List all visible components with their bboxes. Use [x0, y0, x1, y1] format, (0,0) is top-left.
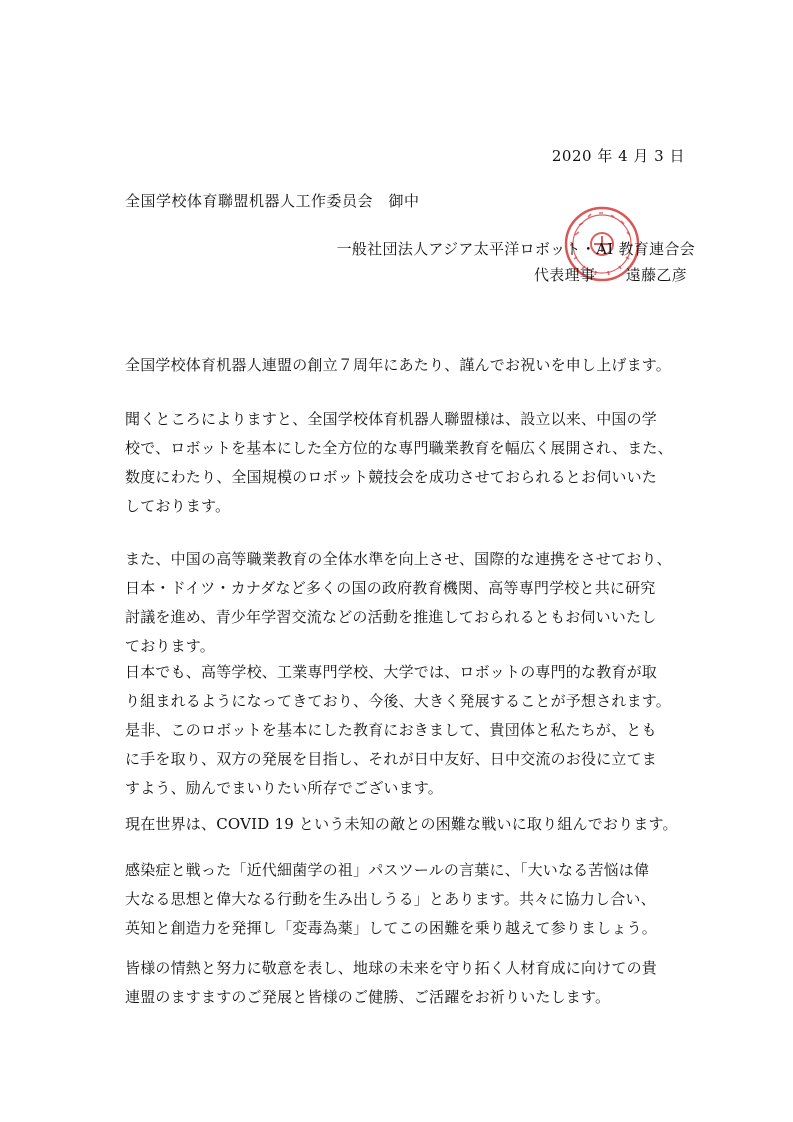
paragraph-7: [125, 954, 695, 1012]
text-line: 大なる思想と偉大なる行動を生み出しうる」とあります。共々に協力し合い、: [125, 890, 656, 908]
paragraph-1: [125, 351, 695, 380]
text-line: すよう、励んでまいりたい所存でございます。: [125, 779, 444, 797]
text-line: 聞くところによりますと、全国学校体育机器人聯盟様は、設立以来、中国の学: [125, 410, 658, 428]
text-line: 皆様の情熱と努力に敬意を表し、地球の未来を守り拓く人材育成に向けての貴: [125, 959, 658, 977]
text-line: 感染症と戦った「近代細菌学の祖」パスツールの言葉に、「大いなる苦悩は偉: [125, 861, 650, 879]
text-line: 英知と創造力を発揮し「変毒為薬」してこの困難を乗り越えて参りましょう。: [125, 919, 658, 937]
recipient-line: 全国学校体育聯盟机器人工作委员会 御中: [125, 192, 420, 210]
text-line: 校で、ロボットを基本にした全方位的な専門職業教育を幅広く展開され、また、: [125, 439, 673, 457]
text-line: 日本・ドイツ・カナダなど多くの国の政府教育機関、高等専門学校と共に研究: [125, 579, 656, 597]
paragraph-6: [125, 856, 695, 943]
paragraph-3: [125, 545, 695, 661]
text-line: 是非、このロボットを基本にした教育におきまして、貴団体と私たちが、とも: [125, 721, 657, 739]
sender-organization: 一般社団法人アジア太平洋ロボット・AI 教育連合会: [336, 240, 695, 258]
text-line: 全国学校体育机器人連盟の創立７周年にあたり、謹んでお祝いを申し上げます。: [125, 356, 672, 374]
text-line: また、中国の高等職業教育の全体水準を向上させ、国際的な連携をさせており、: [125, 550, 672, 568]
text-line: り組まれるようになってきており、今後、大きく発展することが予想されます。: [125, 692, 672, 710]
letter-date: 2020 年 4 月 3 日: [551, 147, 685, 165]
text-line: 日本でも、高等学校、工業専門学校、大学では、ロボットの専門的な教育が取: [125, 663, 658, 681]
paragraph-5: [125, 810, 695, 839]
paragraph-4: [125, 658, 695, 803]
text-line: に手を取り、双方の発展を目指し、それが日中友好、日中交流のお役に立てま: [125, 750, 658, 768]
text-line: 討議を進め、青少年学習交流などの活動を推進しておられるともお伺いいたし: [125, 608, 657, 626]
text-line: 現在世界は、COVID 19 という未知の敵との困難な戦いに取り組んでおります。: [125, 815, 678, 833]
sender-representative: 代表理事 遠藤乙彦: [533, 266, 687, 284]
paragraph-2: [125, 405, 695, 521]
text-line: 連盟のますますのご発展と皆様のご健勝、ご活躍をお祈りいたします。: [125, 988, 611, 1006]
text-line: しております。: [125, 497, 231, 515]
sender-block: [337, 236, 695, 288]
text-line: ております。: [125, 637, 216, 655]
text-line: 数度にわたり、全国規模のロボット競技会を成功させておられるとお伺いいた: [125, 468, 658, 486]
